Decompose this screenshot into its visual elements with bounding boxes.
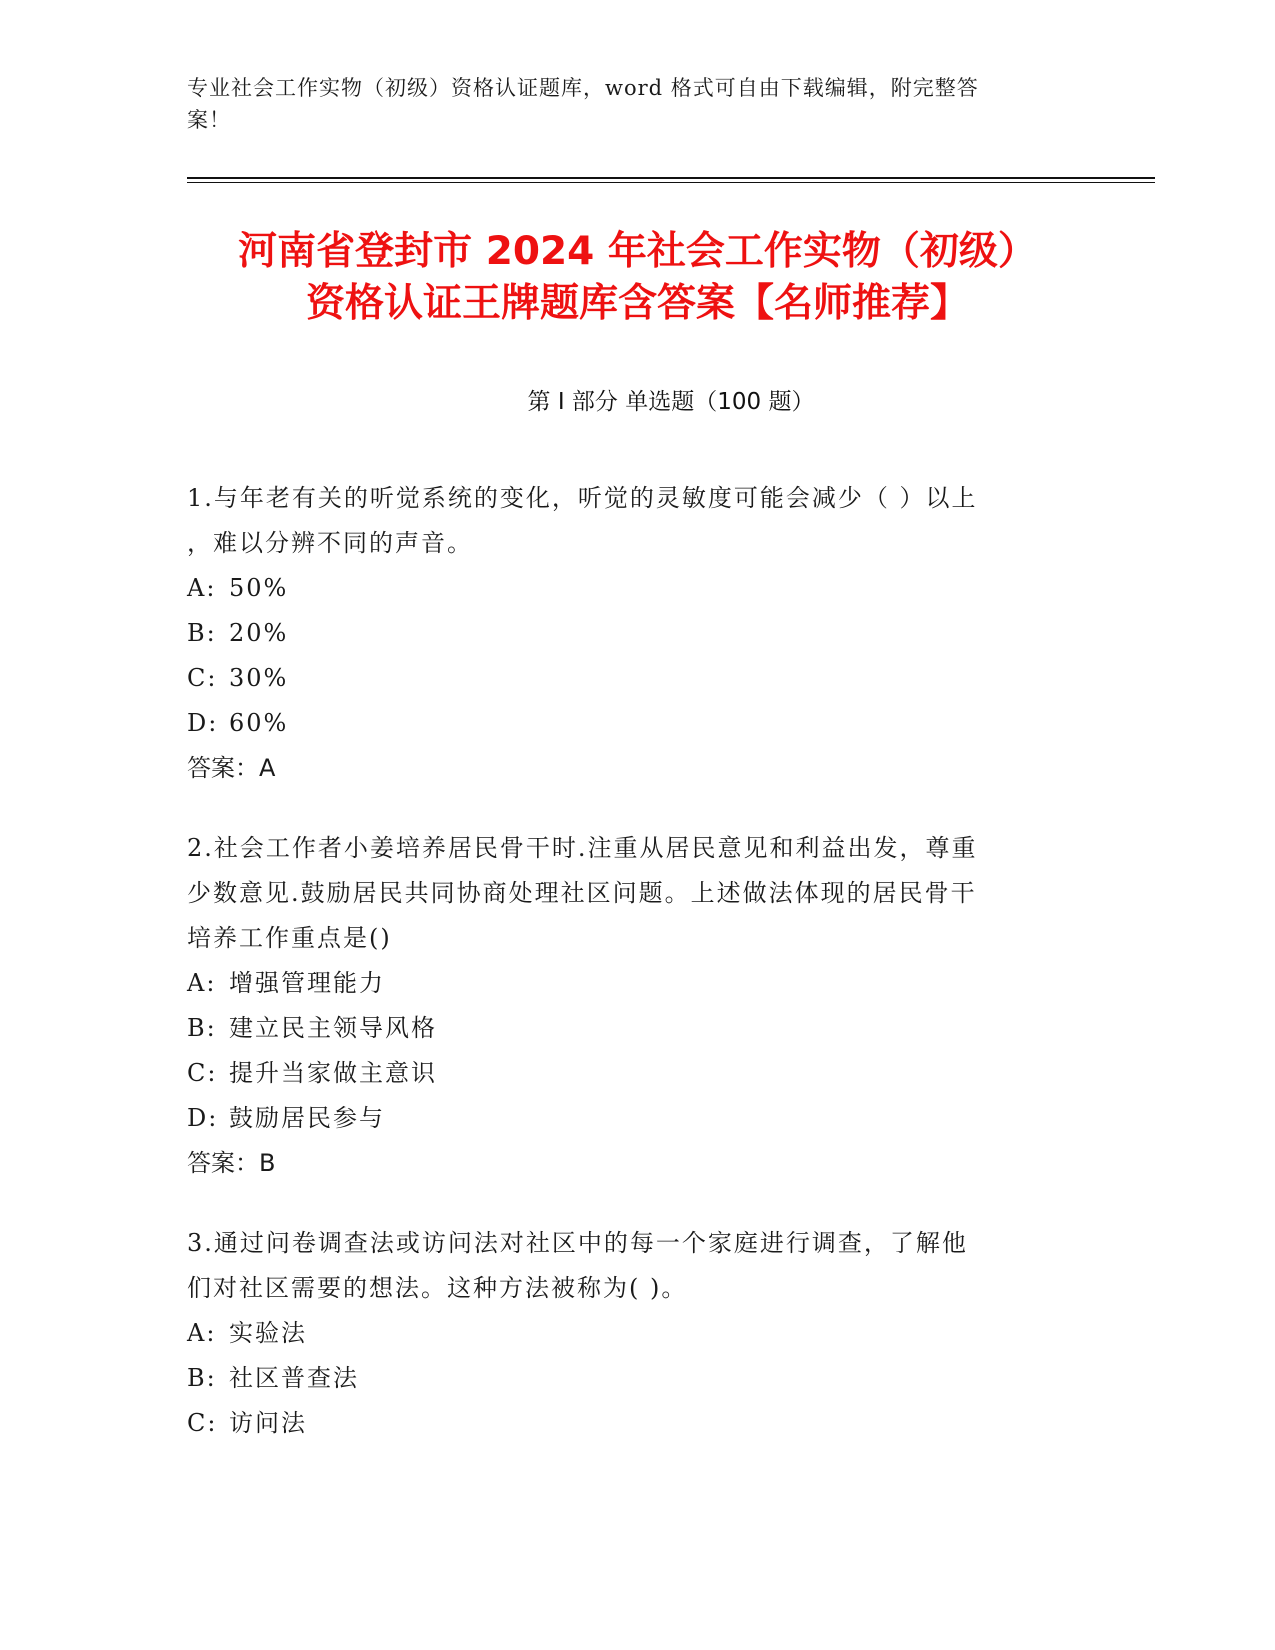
section-title: 第 I 部分 单选题（100 题） [527, 389, 815, 415]
option-c [187, 1051, 1087, 1096]
option-a [187, 961, 1087, 1006]
option-d [187, 701, 1087, 746]
option-text: 实验法 [229, 1319, 307, 1347]
title-line-2: 资格认证王牌题库含答案【名师推荐】 [305, 281, 969, 326]
header-divider-thin [187, 182, 1155, 183]
option-letter: C: [187, 1409, 218, 1437]
option-text: 提升当家做主意识 [229, 1059, 437, 1087]
option-text: 20% [229, 619, 289, 647]
option-b [187, 611, 1087, 656]
answer-line: 答案：A [187, 754, 276, 782]
question-3 [187, 1221, 1087, 1446]
option-letter: C: [187, 1059, 218, 1087]
question-stem-line: 培养工作重点是() [187, 924, 392, 952]
question-2 [187, 826, 1087, 1186]
option-text: 鼓励居民参与 [229, 1104, 385, 1132]
question-stem-line: 3.通过问卷调查法或访问法对社区中的每一个家庭进行调查，了解他 [187, 1229, 968, 1257]
page-header [187, 72, 1087, 136]
option-b [187, 1356, 1087, 1401]
answer-line: 答案：B [187, 1149, 276, 1177]
question-1 [187, 476, 1087, 791]
option-text: 访问法 [229, 1409, 307, 1437]
header-line-2: 案！ [187, 108, 231, 132]
document-title [140, 226, 1135, 330]
option-letter: A: [187, 969, 217, 997]
header-divider-thick [187, 177, 1155, 179]
option-a [187, 1311, 1087, 1356]
title-line-1: 河南省登封市 2024 年社会工作实物（初级） [238, 229, 1037, 274]
option-text: 30% [229, 664, 289, 692]
question-stem-line: 2.社会工作者小姜培养居民骨干时.注重从居民意见和利益出发，尊重 [187, 834, 978, 862]
option-letter: D: [187, 709, 219, 737]
option-d [187, 1096, 1087, 1141]
option-letter: B: [187, 619, 217, 647]
question-stem-line: 少数意见.鼓励居民共同协商处理社区问题。上述做法体现的居民骨干 [187, 879, 977, 907]
option-text: 社区普查法 [229, 1364, 359, 1392]
option-letter: A: [187, 574, 217, 602]
option-c [187, 656, 1087, 701]
option-b [187, 1006, 1087, 1051]
question-stem-line: 1.与年老有关的听觉系统的变化，听觉的灵敏度可能会减少（ ）以上 [187, 484, 978, 512]
question-list [187, 476, 1087, 1481]
option-text: 增强管理能力 [229, 969, 385, 997]
option-letter: C: [187, 664, 218, 692]
option-letter: B: [187, 1364, 217, 1392]
header-line-1: 专业社会工作实物（初级）资格认证题库，word 格式可自由下载编辑，附完整答 [187, 76, 979, 100]
option-text: 建立民主领导风格 [229, 1014, 437, 1042]
option-text: 60% [229, 709, 289, 737]
option-letter: D: [187, 1104, 219, 1132]
option-a [187, 566, 1087, 611]
option-text: 50% [229, 574, 289, 602]
question-stem-line: ，难以分辨不同的声音。 [187, 529, 473, 557]
option-letter: A: [187, 1319, 217, 1347]
option-letter: B: [187, 1014, 217, 1042]
question-stem-line: 们对社区需要的想法。这种方法被称为( )。 [187, 1274, 688, 1302]
option-c [187, 1401, 1087, 1446]
